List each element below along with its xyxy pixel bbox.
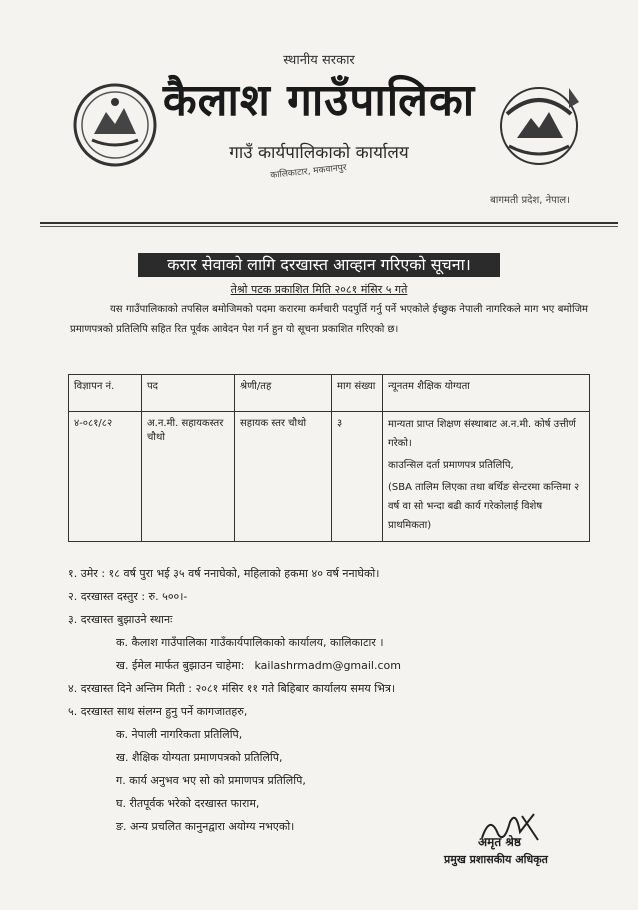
vacancy-table [68, 374, 590, 542]
list-item-doc: घ. रीतपूर्वक भरेको दरखास्त फाराम, [116, 797, 260, 810]
table-row [69, 412, 590, 542]
header-divider-thin [40, 226, 618, 227]
list-item-doc: ग. कार्य अनुभव भए सो को प्रमाणपत्र प्रतिलिपि, [116, 774, 306, 787]
header-divider [40, 222, 618, 224]
notice-intro: यस गाउँपालिकाको तपसिल बमोजिमको पदमा करारमा कर्मचारी पदपुर्ति गर्नु पर्ने भएकोले ईच्छुक नेपाली नागरिकले माग भए बमोजिम प्रमाणपत्रको प्रतिलिपि सहित रित पूर्वक आवेदन पेश गर्न हुन यो सूचना प्रकाशित गरिएको छ। [70, 304, 588, 335]
list-item-place-email [68, 654, 588, 677]
list-item-fee: २. दरखास्त दस्तुर : रु. ५००।- [68, 590, 188, 603]
col-header-level: श्रेणी/तह [235, 375, 332, 412]
list-item-age: १. उमेर : १८ वर्ष पुरा भई ३५ वर्ष ननाघेको, महिलाको हकमा ४० वर्ष ननाघेको। [68, 567, 380, 580]
office-stamp: कालिकाटार, मकवानपुर [269, 163, 348, 181]
notice-date: तेश्रो पटक प्रकाशित मिति २०८१ मंसिर ५ गते [230, 283, 408, 296]
list-item-deadline: ४. दरखास्त दिने अन्तिम मिती : २०८१ मंसिर ११ गते बिहिबार कार्यालय समय भित्र। [68, 682, 396, 695]
cell-ad-no: ४-०८१/८२ [69, 412, 142, 542]
table-header-row [69, 375, 590, 412]
email-address: kailashrmadm@gmail.com [254, 659, 401, 672]
list-item-doc: ख. शैक्षिक योग्यता प्रमाणपत्रको प्रतिलिपि, [116, 751, 283, 764]
list-item-doc: क. नेपाली नागरिकता प्रतिलिपि, [116, 728, 243, 741]
col-header-count: माग संख्या [332, 375, 383, 412]
list-item-docs-title: ५. दरखास्त साथ संलग्न हुनु पर्ने कागजातहरु, [68, 705, 248, 718]
email-label: ख. ईमेल मार्फत बुझाउन चाहेमा: [116, 659, 245, 672]
cell-qualification [383, 412, 590, 542]
office-name: गाउँ कार्यपालिकाको कार्यालय [229, 143, 409, 163]
col-header-qualification: न्यूनतम शैक्षिक योग्यता [383, 375, 590, 412]
list-item-doc: ङ. अन्य प्रचलित कानुनद्वारा अयोग्य नभएको। [116, 820, 295, 833]
requirement-line: (SBA तालिम लिएका तथा बर्थिङ सेन्टरमा कन्तिमा २ वर्ष वा सो भन्दा बढी कार्य गरेकोलाई विशेष प्राथमिकता) [388, 482, 580, 531]
header-top-label: स्थानीय सरकार [283, 53, 355, 68]
requirement-line: काउन्सिल दर्ता प्रमाणपत्र प्रतिलिपि, [388, 460, 514, 471]
col-header-post: पद [142, 375, 235, 412]
signatory-title: प्रमुख प्रशासकीय अधिकृत [444, 853, 548, 866]
requirement-line: मान्यता प्राप्त शिक्षण संस्थाबाट अ.न.मी. कोर्ष उत्तीर्ण गरेको। [388, 419, 576, 449]
cell-level: सहायक स्तर चौथो [235, 412, 332, 542]
cell-count: ३ [332, 412, 383, 542]
col-header-ad-no: विज्ञापन नं. [69, 375, 142, 412]
signatory-name: अमृत श्रेष्ठ [478, 835, 521, 849]
province-label: बागमती प्रदेश, नेपाल। [490, 195, 570, 206]
municipality-name: कैलाश गाउँपालिका [162, 75, 476, 126]
list-item-place-office: क. कैलाश गाउँपालिका गाउँकार्यपालिकाको कार्यालय, कालिकाटार । [116, 636, 384, 649]
conditions-list [68, 562, 588, 838]
list-item-place-title: ३. दरखास्त बुझाउने स्थानः [68, 613, 173, 626]
cell-post: अ.न.मी. सहायकस्तर चौथो [142, 412, 235, 542]
notice-title: करार सेवाको लागि दरखास्त आव्हान गरिएको सूचना। [138, 253, 500, 277]
